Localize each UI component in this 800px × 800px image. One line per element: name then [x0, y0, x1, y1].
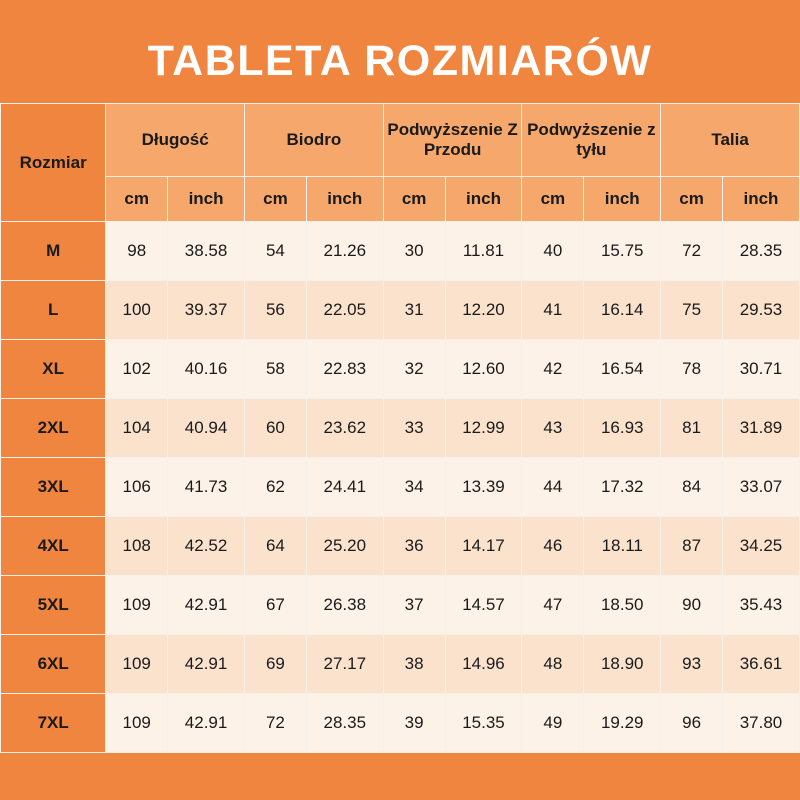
cell-value: 30	[383, 222, 445, 281]
cell-value: 31.89	[722, 399, 799, 458]
cell-value: 14.96	[445, 635, 522, 694]
cell-value: 28.35	[722, 222, 799, 281]
row-size-label: 2XL	[1, 399, 106, 458]
cell-value: 64	[245, 517, 307, 576]
cell-value: 16.14	[584, 281, 661, 340]
cell-value: 40	[522, 222, 584, 281]
table-row	[1, 399, 800, 458]
table-row	[1, 517, 800, 576]
cell-value: 14.57	[445, 576, 522, 635]
header-group-length: Długość	[106, 104, 245, 177]
cell-value: 12.20	[445, 281, 522, 340]
cell-value: 15.35	[445, 694, 522, 753]
cell-value: 39.37	[168, 281, 245, 340]
cell-value: 18.90	[584, 635, 661, 694]
row-size-label: 6XL	[1, 635, 106, 694]
cell-value: 100	[106, 281, 168, 340]
cell-value: 34.25	[722, 517, 799, 576]
cell-value: 67	[245, 576, 307, 635]
cell-value: 32	[383, 340, 445, 399]
cell-value: 31	[383, 281, 445, 340]
cell-value: 13.39	[445, 458, 522, 517]
cell-value: 102	[106, 340, 168, 399]
cell-value: 37.80	[722, 694, 799, 753]
header-group-back-rise: Podwyższenie z tyłu	[522, 104, 661, 177]
cell-value: 106	[106, 458, 168, 517]
cell-value: 18.11	[584, 517, 661, 576]
cell-value: 96	[661, 694, 723, 753]
cell-value: 37	[383, 576, 445, 635]
header-unit-6: cm	[522, 177, 584, 222]
header-unit-4: cm	[383, 177, 445, 222]
row-size-label: 5XL	[1, 576, 106, 635]
table-head	[1, 104, 800, 222]
cell-value: 42	[522, 340, 584, 399]
header-row-groups	[1, 104, 800, 177]
cell-value: 62	[245, 458, 307, 517]
cell-value: 43	[522, 399, 584, 458]
cell-value: 42.52	[168, 517, 245, 576]
cell-value: 26.38	[306, 576, 383, 635]
cell-value: 40.16	[168, 340, 245, 399]
cell-value: 72	[661, 222, 723, 281]
table-row	[1, 281, 800, 340]
header-unit-2: cm	[245, 177, 307, 222]
cell-value: 41.73	[168, 458, 245, 517]
header-unit-9: inch	[722, 177, 799, 222]
header-unit-0: cm	[106, 177, 168, 222]
row-size-label: M	[1, 222, 106, 281]
cell-value: 22.83	[306, 340, 383, 399]
page-title: TABLETA ROZMIARÓW	[147, 37, 653, 85]
cell-value: 58	[245, 340, 307, 399]
cell-value: 36.61	[722, 635, 799, 694]
cell-value: 25.20	[306, 517, 383, 576]
cell-value: 36	[383, 517, 445, 576]
cell-value: 78	[661, 340, 723, 399]
header-size: Rozmiar	[1, 104, 106, 222]
table-body	[1, 222, 800, 753]
table-row	[1, 222, 800, 281]
cell-value: 16.93	[584, 399, 661, 458]
cell-value: 23.62	[306, 399, 383, 458]
cell-value: 54	[245, 222, 307, 281]
cell-value: 33.07	[722, 458, 799, 517]
cell-value: 34	[383, 458, 445, 517]
cell-value: 40.94	[168, 399, 245, 458]
cell-value: 87	[661, 517, 723, 576]
cell-value: 42.91	[168, 694, 245, 753]
row-size-label: L	[1, 281, 106, 340]
row-size-label: 4XL	[1, 517, 106, 576]
cell-value: 29.53	[722, 281, 799, 340]
cell-value: 49	[522, 694, 584, 753]
cell-value: 72	[245, 694, 307, 753]
table-row	[1, 635, 800, 694]
cell-value: 19.29	[584, 694, 661, 753]
cell-value: 90	[661, 576, 723, 635]
cell-value: 11.81	[445, 222, 522, 281]
cell-value: 109	[106, 576, 168, 635]
header-unit-7: inch	[584, 177, 661, 222]
cell-value: 16.54	[584, 340, 661, 399]
header-group-front-rise: Podwyższenie Z Przodu	[383, 104, 522, 177]
cell-value: 18.50	[584, 576, 661, 635]
cell-value: 21.26	[306, 222, 383, 281]
cell-value: 98	[106, 222, 168, 281]
header-unit-5: inch	[445, 177, 522, 222]
cell-value: 46	[522, 517, 584, 576]
row-size-label: 7XL	[1, 694, 106, 753]
cell-value: 24.41	[306, 458, 383, 517]
cell-value: 81	[661, 399, 723, 458]
table-row	[1, 694, 800, 753]
cell-value: 44	[522, 458, 584, 517]
header-unit-3: inch	[306, 177, 383, 222]
table-row	[1, 576, 800, 635]
cell-value: 33	[383, 399, 445, 458]
cell-value: 42.91	[168, 576, 245, 635]
cell-value: 14.17	[445, 517, 522, 576]
cell-value: 38	[383, 635, 445, 694]
cell-value: 12.99	[445, 399, 522, 458]
cell-value: 41	[522, 281, 584, 340]
size-chart-table	[0, 103, 800, 753]
cell-value: 39	[383, 694, 445, 753]
header-unit-8: cm	[661, 177, 723, 222]
cell-value: 56	[245, 281, 307, 340]
header-group-hip: Biodro	[245, 104, 384, 177]
row-size-label: XL	[1, 340, 106, 399]
cell-value: 38.58	[168, 222, 245, 281]
cell-value: 12.60	[445, 340, 522, 399]
cell-value: 17.32	[584, 458, 661, 517]
cell-value: 28.35	[306, 694, 383, 753]
cell-value: 109	[106, 694, 168, 753]
cell-value: 42.91	[168, 635, 245, 694]
cell-value: 48	[522, 635, 584, 694]
cell-value: 22.05	[306, 281, 383, 340]
cell-value: 30.71	[722, 340, 799, 399]
cell-value: 93	[661, 635, 723, 694]
cell-value: 47	[522, 576, 584, 635]
cell-value: 75	[661, 281, 723, 340]
cell-value: 69	[245, 635, 307, 694]
cell-value: 35.43	[722, 576, 799, 635]
table-row	[1, 458, 800, 517]
cell-value: 108	[106, 517, 168, 576]
cell-value: 60	[245, 399, 307, 458]
table-row	[1, 340, 800, 399]
cell-value: 109	[106, 635, 168, 694]
header-group-waist: Talia	[661, 104, 800, 177]
cell-value: 15.75	[584, 222, 661, 281]
row-size-label: 3XL	[1, 458, 106, 517]
header-unit-1: inch	[168, 177, 245, 222]
cell-value: 27.17	[306, 635, 383, 694]
cell-value: 104	[106, 399, 168, 458]
header-row-units	[1, 177, 800, 222]
cell-value: 84	[661, 458, 723, 517]
